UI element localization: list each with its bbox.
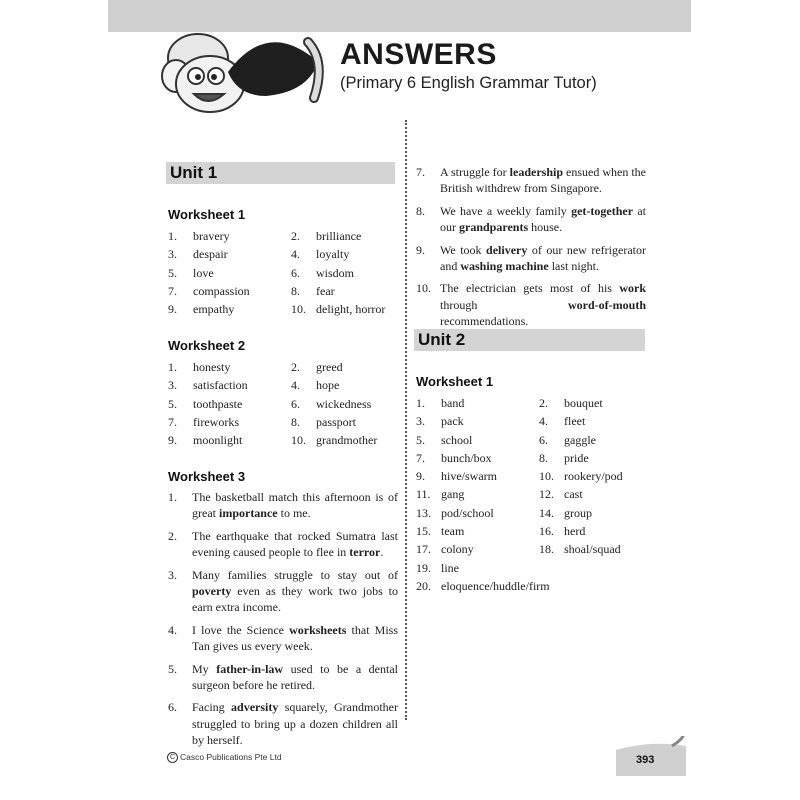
sentence-text: at our: [440, 203, 646, 235]
answer-number: 3.: [416, 414, 425, 429]
answer-word: herd: [564, 524, 586, 539]
answer-word: satisfaction: [193, 378, 248, 393]
answer-number: 6.: [539, 432, 548, 447]
sentence-answer: [168, 528, 398, 561]
answer-row: [416, 396, 646, 414]
answer-word: gang: [441, 487, 465, 502]
answer-word: loyalty: [316, 247, 350, 262]
answer-number: 4.: [291, 378, 300, 393]
answer-word: shoal/squad: [564, 542, 621, 557]
answer-number: 1.: [168, 229, 177, 243]
answer-number: 3.: [168, 247, 177, 262]
unit-1-worksheet-1-answers: [168, 229, 398, 320]
answer-word: bouquet: [564, 396, 603, 410]
answer-number: 8.: [416, 203, 425, 218]
sentence-answer: [416, 164, 646, 197]
answer-highlight: worksheets: [289, 622, 347, 637]
sentence-text: used to be a dental surgeon before he retired.: [192, 661, 398, 693]
sentence-text: squarely, Grandmother struggled to bring up a dozen children all by herself.: [192, 700, 398, 748]
answer-word: toothpaste: [193, 396, 243, 411]
sentence-answer: [168, 567, 398, 616]
answer-word: wickedness: [316, 396, 372, 411]
answer-word: wisdom: [316, 265, 355, 280]
answer-highlight: leadership: [509, 165, 564, 179]
answer-number: 8.: [291, 283, 300, 298]
copyright-footer: [167, 752, 282, 763]
answer-word: passport: [316, 414, 356, 429]
answer-highlight: washing machine: [460, 259, 549, 274]
answer-highlight: adversity: [231, 700, 279, 715]
answer-word: eloquence/huddle/firm: [441, 578, 550, 593]
answer-row: [168, 247, 398, 265]
answer-number: 10.: [416, 281, 431, 296]
sentence-text: .: [380, 545, 384, 560]
answer-number: 6.: [168, 700, 177, 715]
answer-word: compassion: [193, 283, 250, 298]
answer-word: hope: [316, 378, 340, 393]
answer-word: cast: [564, 487, 583, 502]
sentence-answer: [416, 203, 646, 236]
sentence-text: of our new refrigerator and: [440, 242, 646, 274]
answer-word: empathy: [193, 302, 235, 317]
answer-number: 7.: [416, 165, 425, 179]
sentence-answer: [168, 661, 398, 694]
sentence-text: A struggle for: [440, 165, 510, 179]
sentence-text: to me.: [277, 506, 311, 521]
unit-2-heading: Unit 2: [414, 329, 645, 351]
answer-word: bunch/box: [441, 450, 492, 465]
answer-number: 4.: [291, 247, 300, 262]
answer-row: [416, 414, 646, 432]
answer-number: 6.: [291, 396, 300, 411]
answer-row: [416, 506, 646, 524]
column-divider: [405, 120, 407, 720]
answer-number: 7.: [416, 450, 425, 465]
answer-highlight: get-together: [571, 203, 634, 218]
answer-number: 1.: [416, 396, 425, 410]
answer-row: [168, 360, 398, 378]
answer-number: 19.: [416, 560, 431, 575]
answer-number: 10.: [291, 302, 306, 317]
answer-row: [416, 469, 646, 487]
answer-number: 12.: [539, 487, 554, 502]
answer-row: [168, 397, 398, 415]
unit-2-worksheet-1-heading: Worksheet 1: [416, 374, 494, 389]
answer-highlight: grandparents: [459, 220, 529, 235]
answer-row: [168, 302, 398, 320]
answer-row: [168, 378, 398, 396]
answer-word: fear: [316, 283, 335, 298]
answer-word: pod/school: [441, 505, 494, 520]
answer-number: 17.: [416, 542, 431, 557]
answer-number: 5.: [168, 661, 177, 676]
answer-number: 2.: [291, 360, 300, 374]
sentence-text: last night.: [548, 259, 600, 274]
answer-number: 3.: [168, 378, 177, 393]
sentence-answer: [416, 242, 646, 275]
answer-row: [416, 487, 646, 505]
sentence-text: ensued when the British withdrew from Singapore.: [440, 165, 646, 196]
sentence-text: The basketball match this afternoon is of great: [192, 490, 398, 521]
answer-number: 5.: [416, 432, 425, 447]
answer-number: 9.: [416, 469, 425, 484]
answer-row: [416, 524, 646, 542]
answer-row: [168, 433, 398, 451]
unit-1-heading: Unit 1: [166, 162, 395, 184]
answer-word: moonlight: [193, 433, 243, 448]
answer-highlight: delivery: [486, 242, 528, 257]
sentence-answer: [168, 622, 398, 655]
sentence-text: that Miss Tan gives us every week.: [192, 622, 398, 654]
sentence-text: Facing: [192, 700, 232, 715]
answer-number: 15.: [416, 524, 431, 539]
sentence-answer: [416, 280, 646, 329]
answer-number: 10.: [539, 469, 554, 484]
answer-number: 8.: [539, 450, 548, 465]
sentence-text: through: [440, 297, 568, 312]
answer-word: hive/swarm: [441, 469, 497, 484]
sentence-answer: [168, 699, 398, 748]
answer-number: 16.: [539, 524, 554, 539]
answer-number: 20.: [416, 578, 431, 593]
sentence-text: We have a weekly family: [440, 203, 572, 218]
answer-number: 11.: [416, 487, 431, 502]
answer-word: grandmother: [316, 433, 378, 448]
answer-number: 1.: [168, 360, 177, 374]
answer-word: fireworks: [193, 414, 239, 429]
unit-1-worksheet-3-answers-continued: [416, 164, 646, 330]
answer-highlight: work: [619, 281, 646, 296]
sentence-text: Many families struggle to stay out of: [192, 567, 398, 582]
answer-row: [168, 284, 398, 302]
answer-number: 5.: [168, 396, 177, 411]
answer-word: pack: [441, 414, 464, 429]
unit-1-worksheet-3-heading: Worksheet 3: [168, 469, 246, 484]
answer-word: rookery/pod: [564, 469, 623, 484]
answer-number: 4.: [168, 622, 177, 637]
answer-word: group: [564, 505, 592, 520]
answer-number: 10.: [291, 433, 306, 448]
sentence-text: house.: [528, 220, 563, 235]
answer-row: [416, 579, 646, 597]
answer-number: 18.: [539, 542, 554, 557]
unit-2-worksheet-1-answers: [416, 396, 646, 597]
answer-word: brilliance: [316, 229, 362, 243]
answer-number: 7.: [168, 414, 177, 429]
answer-number: 4.: [539, 414, 548, 429]
answer-word: delight, horror: [316, 302, 386, 317]
answer-row: [416, 451, 646, 469]
answer-row: [168, 266, 398, 284]
answer-row: [416, 542, 646, 560]
answer-number: 8.: [291, 414, 300, 429]
sentence-text: The earthquake that rocked Sumatra last evening caused people to flee in: [192, 528, 398, 560]
unit-1-worksheet-2-heading: Worksheet 2: [168, 338, 246, 353]
page-title: ANSWERS: [340, 38, 497, 71]
mascot-illustration: [158, 22, 328, 114]
answer-number: 9.: [416, 242, 425, 257]
answer-number: 7.: [168, 283, 177, 298]
answer-word: gaggle: [564, 432, 596, 447]
sentence-text: even as they work two jobs to earn extra income.: [192, 584, 398, 615]
answer-word: fleet: [564, 414, 586, 429]
answer-word: line: [441, 560, 459, 575]
sentence-text: recommendations.: [440, 314, 529, 329]
answer-row: [416, 561, 646, 579]
answer-word: honesty: [193, 360, 231, 374]
answer-highlight: terror: [349, 545, 381, 560]
answer-number: 5.: [168, 265, 177, 280]
answer-number: 2.: [291, 229, 300, 243]
sentence-answer: [168, 489, 398, 522]
unit-1-worksheet-3-answers: [168, 489, 398, 749]
answer-word: colony: [441, 542, 474, 557]
answer-number: 13.: [416, 505, 431, 520]
answer-number: 2.: [539, 396, 548, 410]
page-number: 393: [636, 754, 655, 766]
answer-word: despair: [193, 247, 228, 262]
answer-word: pride: [564, 450, 589, 465]
copyright-icon: C: [167, 752, 178, 763]
answer-word: greed: [316, 360, 343, 374]
answer-word: team: [441, 524, 465, 539]
sentence-text: We took: [440, 242, 487, 257]
answer-highlight: word-of-mouth: [568, 297, 646, 312]
answer-number: 2.: [168, 528, 177, 543]
answer-highlight: father-in-law: [216, 661, 284, 676]
answer-row: [416, 433, 646, 451]
answer-number: 14.: [539, 505, 554, 520]
publisher-name: Casco Publications Pte Ltd: [180, 752, 282, 762]
answer-highlight: poverty: [192, 584, 232, 599]
answer-highlight: importance: [218, 506, 278, 521]
answer-word: bravery: [193, 229, 230, 243]
unit-1-worksheet-1-heading: Worksheet 1: [168, 207, 246, 222]
answer-word: love: [193, 265, 214, 280]
answer-number: 9.: [168, 433, 177, 448]
answer-word: school: [441, 432, 473, 447]
unit-1-worksheet-2-answers: [168, 360, 398, 451]
answer-row: [168, 229, 398, 247]
sentence-text: I love the Science: [192, 622, 290, 637]
sentence-text: My: [192, 661, 217, 676]
answer-number: 6.: [291, 265, 300, 280]
answer-number: 3.: [168, 567, 177, 582]
sentence-text: The electrician gets most of his: [440, 281, 620, 296]
answer-word: band: [441, 396, 465, 410]
answer-number: 1.: [168, 490, 177, 504]
answer-row: [168, 415, 398, 433]
answer-number: 9.: [168, 302, 177, 317]
page-subtitle: (Primary 6 English Grammar Tutor): [340, 74, 597, 92]
